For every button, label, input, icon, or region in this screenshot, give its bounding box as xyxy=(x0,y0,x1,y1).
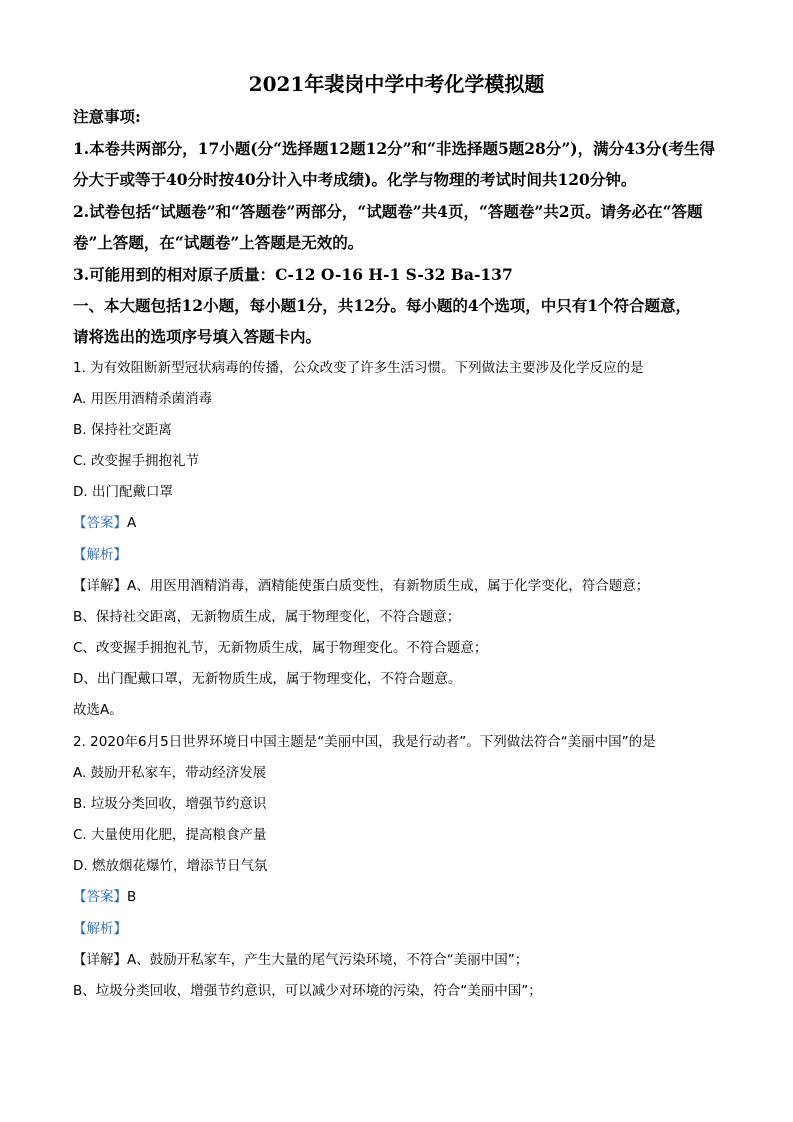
question-1-stem: 1. 为有效阻断新型冠状病毒的传播，公众改变了许多生活习惯。下列做法主要涉及化学反应的是 xyxy=(73,360,644,376)
notice-item-1-cont: 分大于或等于40分时按40分计入中考成绩)。化学与物理的考试时间共120分钟。 xyxy=(73,170,637,189)
answer-tag: 【答案】 xyxy=(73,889,127,905)
question-2-detail-b: B、垃圾分类回收，增强节约意识，可以减少对环境的污染，符合“美丽中国”； xyxy=(73,983,542,999)
question-1-answer xyxy=(73,512,733,534)
section-instruction-cont: 请将选出的选项序号填入答题卡内。 xyxy=(73,327,322,346)
answer-value: B xyxy=(127,889,137,905)
question-2-answer xyxy=(73,886,733,908)
question-2-analysis-tag: 【解析】 xyxy=(73,921,127,937)
question-2-stem: 2. 2020年6月5日世界环境日中国主题是“美丽中国，我是行动者”。下列做法符合“美丽中国”的是 xyxy=(73,734,656,750)
question-2-option-a: A. 鼓励开私家车，带动经济发展 xyxy=(73,765,267,781)
notice-item-1: 1.本卷共两部分，17小题(分“选择题12题12分”和“非选择题5题28分”)，满分43分(考生得 xyxy=(73,139,715,158)
question-2-option-c: C. 大量使用化肥，提高粮食产量 xyxy=(73,827,267,843)
question-1-detail-a xyxy=(73,575,733,597)
question-1-detail-b: B、保持社交距离，无新物质生成，属于物理变化，不符合题意； xyxy=(73,609,461,625)
detail-text: A、鼓励开私家车，产生大量的尾气污染环境，不符合“美丽中国”； xyxy=(127,952,529,968)
question-1-option-b: B. 保持社交距离 xyxy=(73,422,172,438)
question-2-detail-a xyxy=(73,949,733,971)
question-1-analysis-tag: 【解析】 xyxy=(73,547,127,563)
question-1-option-c: C. 改变握手拥抱礼节 xyxy=(73,453,200,469)
notice-item-2-cont: 卷”上答题，在“试题卷”上答题是无效的。 xyxy=(73,233,364,252)
question-2-option-d: D. 燃放烟花爆竹，增添节日气氛 xyxy=(73,858,268,874)
detail-text: A、用医用酒精消毒，酒精能使蛋白质变性，有新物质生成，属于化学变化，符合题意； xyxy=(127,578,650,594)
question-1-detail-c: C、改变握手拥抱礼节，无新物质生成，属于物理变化。不符合题意； xyxy=(73,640,488,656)
question-1-option-d: D. 出门配戴口罩 xyxy=(73,484,173,500)
page-title: 2021年裴岗中学中考化学模拟题 xyxy=(248,72,545,96)
detail-tag: 【详解】 xyxy=(73,578,127,594)
section-instruction: 一、本大题包括12小题，每小题1分，共12分。每小题的4个选项，中只有1个符合题意， xyxy=(73,296,691,315)
notice-item-2: 2.试卷包括“试题卷”和“答题卷”两部分，“试题卷”共4页，“答题卷”共2页。请务必在“答题 xyxy=(73,202,703,221)
detail-tag: 【详解】 xyxy=(73,952,127,968)
question-2-option-b: B. 垃圾分类回收，增强节约意识 xyxy=(73,796,267,812)
notice-heading: 注意事项: xyxy=(73,107,141,126)
question-1-option-a: A. 用医用酒精杀菌消毒 xyxy=(73,391,213,407)
question-1-conclusion: 故选A。 xyxy=(73,702,123,718)
answer-tag: 【答案】 xyxy=(73,515,127,531)
answer-value: A xyxy=(127,515,137,531)
notice-item-3: 3.可能用到的相对原子质量：C-12 O-16 H-1 S-32 Ba-137 xyxy=(73,265,513,284)
question-1-detail-d: D、出门配戴口罩，无新物质生成，属于物理变化，不符合题意。 xyxy=(73,671,462,687)
